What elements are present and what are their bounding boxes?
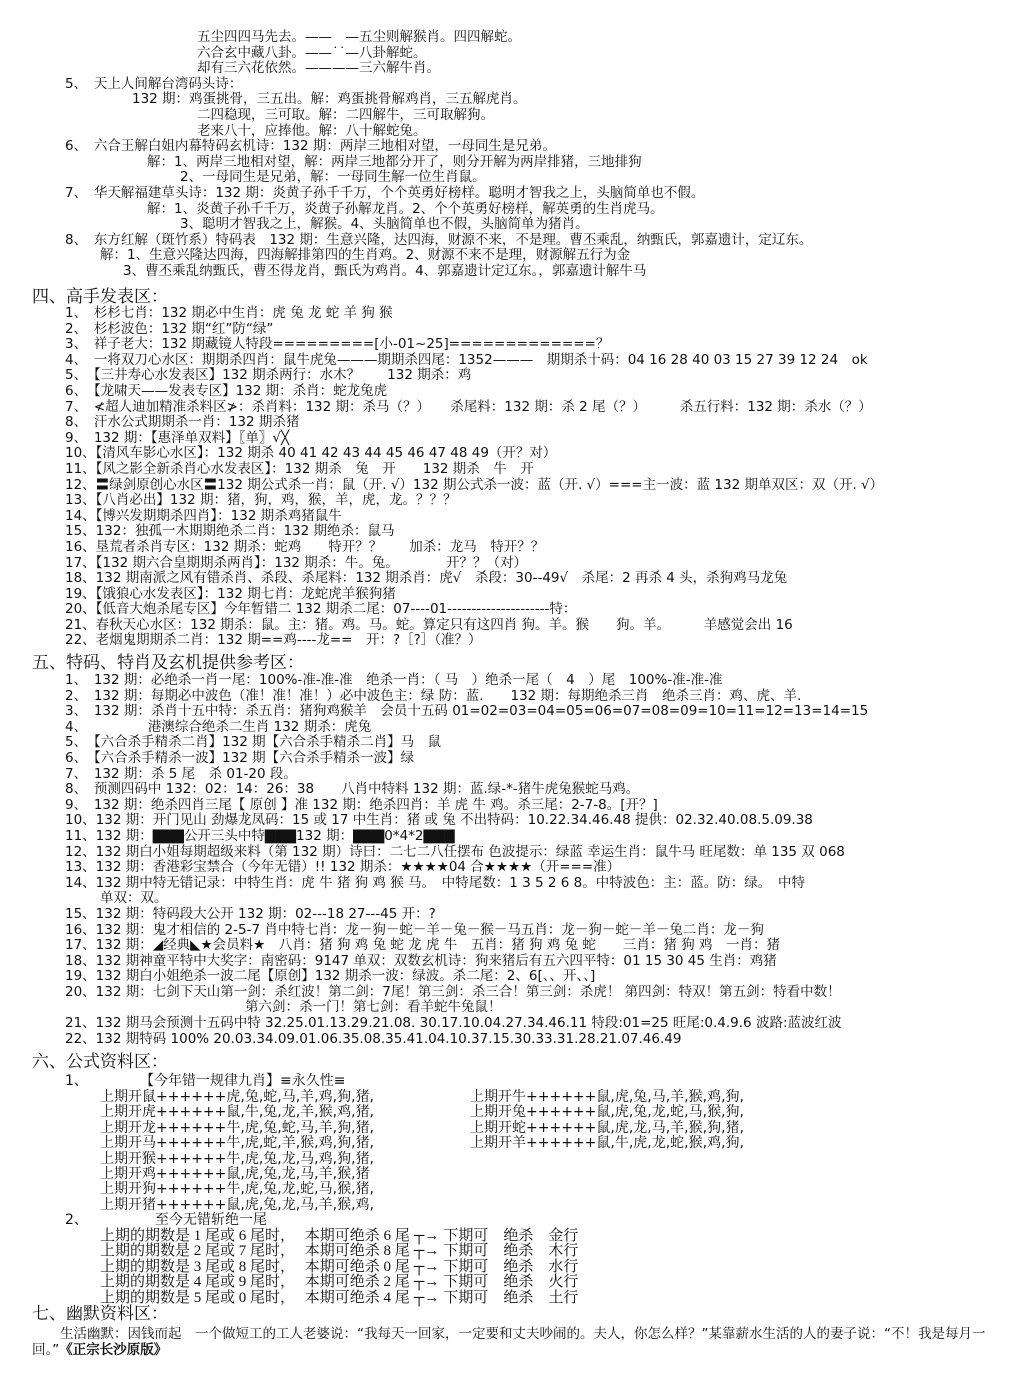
intro-line: 老来八十，应捧他。解：八十解蛇兔。	[197, 122, 427, 139]
list-item: 16、132 期：鬼才相信的 2-5-7 肖中特七肖：龙－狗－蛇－羊－兔－猴－马五肖：龙－狗－蛇－羊－兔二肖：龙－狗	[65, 921, 764, 938]
list-item: 10、【清风车影心水区】：132 期杀 40 41 42 43 44 45 46 47 48 49（开？对）	[65, 445, 557, 462]
formula-row: 上期开虎++++++鼠,牛,兔,龙,羊,猴,鸡,猪,	[100, 1104, 374, 1121]
formula-1-header	[0, 1074, 1013, 1089]
formula-1-title: 【今年错一规律九肖】≡永久性≡	[140, 1073, 346, 1089]
tail-rule-row	[100, 1291, 700, 1306]
arrow-icon: ┬→	[413, 1243, 440, 1260]
condition: 上期的期数是 4 尾或 9 尾时，	[100, 1274, 296, 1291]
condition: 上期的期数是 2 尾或 7 尾时，	[100, 1243, 296, 1260]
arrow-icon: ┬→	[413, 1258, 440, 1275]
list-item: 14、【博兴发期期杀四肖】：132 期杀鸡猪鼠牛	[65, 507, 342, 524]
intro-line: 7、 华天解福建草头诗：132 期：炎黄子孙千千万，个个英勇好榜样。聪明才智我之上，头脑简单也不假。	[65, 184, 705, 201]
humor-paragraph	[32, 1326, 992, 1358]
formula-row: 上期开牛++++++鼠,虎,兔,马,羊,猴,鸡,狗,	[470, 1089, 744, 1105]
formula-row: 上期开龙++++++牛,虎,兔,蛇,马,羊,狗,猪,	[100, 1119, 374, 1136]
list-item: 21、春秋天心水区：132 期杀：鼠。主：猪。鸡。马。蛇。算定只有这四肖 狗。羊。猴 狗。羊。 羊感觉会出 16	[65, 616, 793, 633]
condition: 上期的期数是 5 尾或 0 尾时，	[100, 1289, 296, 1306]
intro-block	[0, 30, 1013, 280]
formula-row: 上期开羊++++++鼠,牛,虎,龙,蛇,猴,鸡,狗,	[470, 1135, 744, 1152]
list-item: 18、132 期南派之风有错杀肖、杀段、杀尾料：132 期杀肖：虎√ 杀段：30--49√ 杀尾：2 再杀 4 头，杀狗鸡马龙兔	[65, 570, 788, 587]
formula-1-right-column	[470, 1090, 870, 1152]
arrow-icon: ┬→	[413, 1274, 440, 1291]
list-item: 7、 132 期：杀 5 尾 杀 01-20 段。	[65, 765, 297, 782]
list-item: 12、132 期白小姐每期超级来料（第 132 期）诗曰：二七二八任摆布 色波提示：绿蓝 幸运生肖：鼠牛马 旺尾数：单 135 双 068	[65, 843, 845, 860]
list-item: 3、 祥子老大：132 期藏镜人特段=========[小-01~25]=============？	[65, 336, 610, 353]
intro-line: 3、曹丕乘乱纳甄氏，曹丕得龙肖，甄氏为鸡肖。4、郭嘉遗计定辽东。，郭嘉遗计解牛马	[123, 262, 647, 279]
intro-line: 5、 天上人间解台湾码头诗：	[65, 75, 243, 92]
arrow-icon: ┬→	[413, 1289, 440, 1306]
list-item: 17、【132 期六合皇期期杀两肖】：132 期杀：牛。兔。 开？？（对）	[65, 554, 528, 571]
list-item: 20、【低音大炮杀尾专区】今年暂错二 132 期杀二尾：07----01---------------------特：	[65, 601, 577, 618]
formula-row: 上期开狗++++++牛,虎,兔,龙,蛇,马,猴,猪,	[100, 1181, 374, 1198]
intro-line: 六合玄中藏八卦。——˙˙—八卦解蛇。	[197, 44, 427, 61]
list-item: 11、132 期：▇▇▇公开三头中特▇▇▇132 期：▇▇▇0*4*2▇▇▇	[65, 827, 455, 844]
condition: 上期的期数是 1 尾或 6 尾时，	[100, 1228, 296, 1244]
list-item: 11、【风之影全新杀肖心水发表区】：132 期杀 兔 开 132 期杀 牛 开	[65, 460, 534, 477]
intro-line: 却有三六花依然。————三六解牛肖。	[197, 60, 440, 77]
formula-2-number: 2、	[65, 1212, 88, 1228]
formula-1-number: 1、	[65, 1073, 88, 1089]
kill-tail: 本期可绝杀 8 尾	[304, 1243, 410, 1260]
list-item: 17、132 期：◢经典◣★会员料★ 八肖：猪 狗 鸡 兔 蛇 龙 虎 牛 五肖：猪 狗 鸡 兔 蛇 三肖：猪 狗 鸡 一肖：猪	[65, 937, 780, 954]
kill-tail: 本期可绝杀 0 尾	[304, 1258, 410, 1275]
list-item: 19、【饿狼心水发表区】：132 期七肖：龙蛇虎羊猴狗猪	[65, 585, 396, 602]
intro-line: 6、 六合王解白姐内幕特码玄机诗：132 期：两岸三地相对望，一母同生是兄弟。	[65, 138, 556, 155]
next-kill: 下期可 绝杀 水行	[443, 1258, 579, 1275]
next-kill: 下期可 绝杀 土行	[443, 1289, 579, 1306]
list-item: 15、132：独孤一木期期绝杀二肖：132 期绝杀：鼠马	[65, 523, 395, 540]
formula-1-left-column	[100, 1090, 460, 1213]
list-item: 15、132 期：特码段大公开 132 期：02---18 27---45 开：?	[65, 905, 436, 922]
list-item: 22、132 期特码 100% 20.03.34.09.01.06.35.08.35.41.04.10.37.15.30.33.31.28.21.07.46.49	[65, 1030, 682, 1047]
list-item: 4、 一将双刀心水区：期期杀四肖：鼠牛虎兔———期期杀四尾：1352——— 期期杀十码：04 16 28 40 03 15 27 39 12 24 ok	[65, 351, 868, 368]
list-item: 22、老烟鬼期期杀二肖：132 期==鸡----龙== 开：?［?］（准？）	[65, 632, 482, 649]
kill-tail: 本期可绝杀 2 尾	[304, 1274, 410, 1291]
kill-tail: 本期可绝杀 6 尾	[304, 1228, 410, 1244]
list-item: 13、【八肖必出】132 期：猪，狗，鸡，猴，羊，虎，龙。？？？	[65, 492, 457, 509]
list-item: 19、132 期白小姐绝杀一波二尾【原创】132 期杀一波：绿波。杀二尾：2、6[、、开、、]	[65, 968, 596, 985]
next-kill: 下期可 绝杀 木行	[443, 1243, 579, 1260]
intro-line: 8、 东方红解（斑竹系）特码表 132 期：生意兴隆，达四海，财源不来，不是理。曹丕乘乱，纳甄氏，郭嘉遗计，定辽东。	[65, 231, 813, 248]
list-item: 9、 132 期：绝杀四肖三尾【 原创 】准 132 期：绝杀四肖：羊 虎 牛 鸡。杀三尾：2-7-8。[开？]	[65, 796, 658, 813]
list-item: 18、132 期神童平特中大奖字：南密码：9147 单双：双数玄机诗：狗来猪后有五六四平特：01 15 30 45 生肖：鸡猪	[65, 952, 777, 969]
source-label: 《正宗长沙原版》	[59, 1342, 168, 1358]
list-item: 2、 杉杉波色：132 期“红”防“绿”	[65, 320, 274, 337]
formula-row: 上期开兔++++++鼠,虎,兔,龙,蛇,马,猴,狗,	[470, 1104, 744, 1121]
list-item: 5、 【三井寿心水发表区】132 期杀两行：水木？ 132 期杀：鸡	[65, 367, 472, 384]
list-item: 14、132 期中特无错记录：中特生肖：虎 牛 猪 狗 鸡 猴 马。 中特尾数：1 3 5 2 6 8。中特波色：主：蓝。防：绿。 中特	[65, 874, 805, 891]
list-item: 13、132 期：香港彩宝禁合（今年无错）!! 132 期杀：★★★★04 合★★★★（开===准）	[65, 859, 621, 876]
list-item: 20、132 期：七剑下天山第一剑：杀红波！第二剑：7尾！第三剑：杀三合！第三剑：杀虎！ 第四剑：特双！第五剑：特看中数！	[65, 983, 841, 1000]
list-item: 10、132 期：开门见山 劲爆龙凤码：15 或 17 中生肖：猪 或 兔 不出特码：10.22.34.46.48 提供：02.32.40.08.5.09.38	[65, 812, 813, 829]
section-5-title: 五、特码、特肖及玄机提供参考区：	[32, 653, 304, 673]
list-item: 单双：双。	[100, 890, 168, 907]
list-item: 8、 预测四码中 132：02：14：26：38 八肖中特料 132 期：蓝.绿-*-猪牛虎兔猴蛇马鸡。	[65, 781, 640, 798]
formula-2-header	[0, 1213, 1013, 1228]
list-item: 12、〓绿剑原创心水区〓132 期公式杀一肖：鼠（开. √）132 期公式杀一波：蓝（开. √）===主一波：蓝 132 期单双区：双（开. √）	[65, 476, 884, 493]
formula-2-title: 至今无错斩绝一尾	[155, 1212, 267, 1228]
formula-row: 上期开猪++++++鼠,虎,兔,龙,马,羊,猴,鸡,	[100, 1196, 374, 1213]
intro-line: 二四稳现，三可取。解：二四解牛，三可取解狗。	[197, 106, 494, 123]
next-kill: 下期可 绝杀 金行	[443, 1228, 579, 1244]
section-5-list	[0, 673, 1013, 1047]
section-4-list	[0, 306, 1013, 649]
intro-line: 2、一母同生是兄弟，解：一母同生解一位生肖鼠。	[180, 169, 486, 186]
formula-row: 上期开蛇++++++鼠,虎,龙,马,羊,猴,狗,猪,	[470, 1119, 744, 1136]
list-item: 3、 132 期：杀肖十五中特：杀五肖：猪狗鸡猴羊 会员十五码 01=02=03=04=05=06=07=08=09=10=11=12=13=14=15	[65, 703, 869, 720]
list-item: 7、 ≮超人迪加精准杀料区≯：杀肖料：132 期：杀马（？） 杀尾料：132 期：杀 2 尾（？） 杀五行料：132 期：杀水（？）	[65, 398, 872, 415]
intro-line: 132 期：鸡蛋挑骨，三五出。解：鸡蛋挑骨解鸡肖，三五解虎肖。	[132, 91, 527, 108]
list-item: 9、 132 期：【惠泽单双料】〖单〗√╳	[65, 429, 290, 446]
section-7-title: 七、幽默资料区：	[32, 1304, 168, 1324]
list-item: 2、 132 期：每期必中波色（准！准！准！）必中波色主：绿 防：蓝. 132 期：每期绝杀三肖 绝杀三肖：鸡、虎、羊.	[65, 687, 802, 704]
formula-row: 上期开鼠++++++虎,兔,蛇,马,羊,鸡,狗,猪,	[100, 1089, 374, 1105]
formula-row: 上期开鸡++++++鼠,虎,兔,龙,马,羊,猴,猪	[100, 1165, 370, 1182]
list-item: 4、 港澳综合绝杀二生肖 132 期杀：虎兔	[65, 718, 372, 735]
arrow-icon: ┬→	[413, 1228, 440, 1244]
formula-row: 上期开马++++++牛,虎,蛇,羊,猴,鸡,狗,猪,	[100, 1135, 374, 1152]
intro-line: 3、聪明才智我之上，解猴。4、头脑简单也不假，头脑简单为猪肖。	[180, 216, 589, 233]
list-item: 第六剑：杀一门！第七剑：看羊蛇牛兔鼠！	[245, 999, 502, 1016]
intro-line: 解：1、两岸三地相对望，解：两岸三地都分开了，则分开解为两岸排猪，三地排狗	[147, 153, 642, 170]
tail-rule-row	[100, 1244, 700, 1259]
list-item: 5、 【六合杀手精杀二肖】132 期【六合杀手精杀二肖】马 鼠	[65, 734, 442, 751]
tail-rule-row	[100, 1275, 700, 1290]
list-item: 16、垦荒者杀肖专区：132 期杀：蛇鸡 特开？？ 加杀：龙马 特开？？	[65, 538, 545, 555]
list-item: 8、 汗水公式期期杀一肖：132 期杀猪	[65, 414, 300, 431]
list-item: 1、 杉杉七肖：132 期必中生肖：虎 兔 龙 蛇 羊 狗 猴	[65, 305, 393, 321]
section-4-title: 四、高手发表区：	[32, 287, 168, 307]
intro-line: 五尘四四马先去。—— —五尘则解猴肖。四四解蛇。	[197, 29, 521, 45]
condition: 上期的期数是 3 尾或 8 尾时，	[100, 1258, 296, 1275]
formula-2-table	[100, 1229, 700, 1306]
list-item: 6、 【六合杀手精杀一波】132 期【六合杀手精杀一波】绿	[65, 749, 415, 766]
intro-line: 解：1、炎黄子孙千千万，炎黄子孙解龙肖。2、个个英勇好榜样，解英勇的生肖虎马。	[147, 200, 664, 217]
tail-rule-row	[100, 1260, 700, 1275]
humor-text: 生活幽默：因钱而起 一个做短工的工人老婆说：“我每天一回家，一定要和丈夫吵闹的。夫人，你怎么样？”某靠薪水生活的人的妻子说：“不！我是每月一回。”	[32, 1326, 986, 1358]
list-item: 6、 【龙啸天——发表专区】132 期：杀肖：蛇龙兔虎	[65, 382, 388, 399]
formula-row: 上期开猴++++++牛,虎,兔,龙,马,鸡,狗,猪,	[100, 1150, 374, 1167]
list-item: 1、 132 期：必绝杀一肖一尾：100%-准-准-准 绝杀一肖：（ 马 ）绝杀一尾（ 4 ）尾 100%-准-准-准	[65, 672, 723, 688]
intro-line: 解：1、生意兴隆达四海，四海解排第四的生肖鸡。2、财源不来不是理，财源解五行为金	[100, 247, 631, 264]
list-item: 21、132 期马会预测十五码中特 32.25.01.13.29.21.08. 30.17.10.04.27.34.46.11 特段:01=25 旺尾:0.4.9.6 波路:蓝波红波	[65, 1015, 842, 1032]
next-kill: 下期可 绝杀 火行	[443, 1274, 579, 1291]
section-6-title: 六、公式资料区：	[32, 1052, 168, 1072]
kill-tail: 本期可绝杀 4 尾	[304, 1289, 410, 1306]
